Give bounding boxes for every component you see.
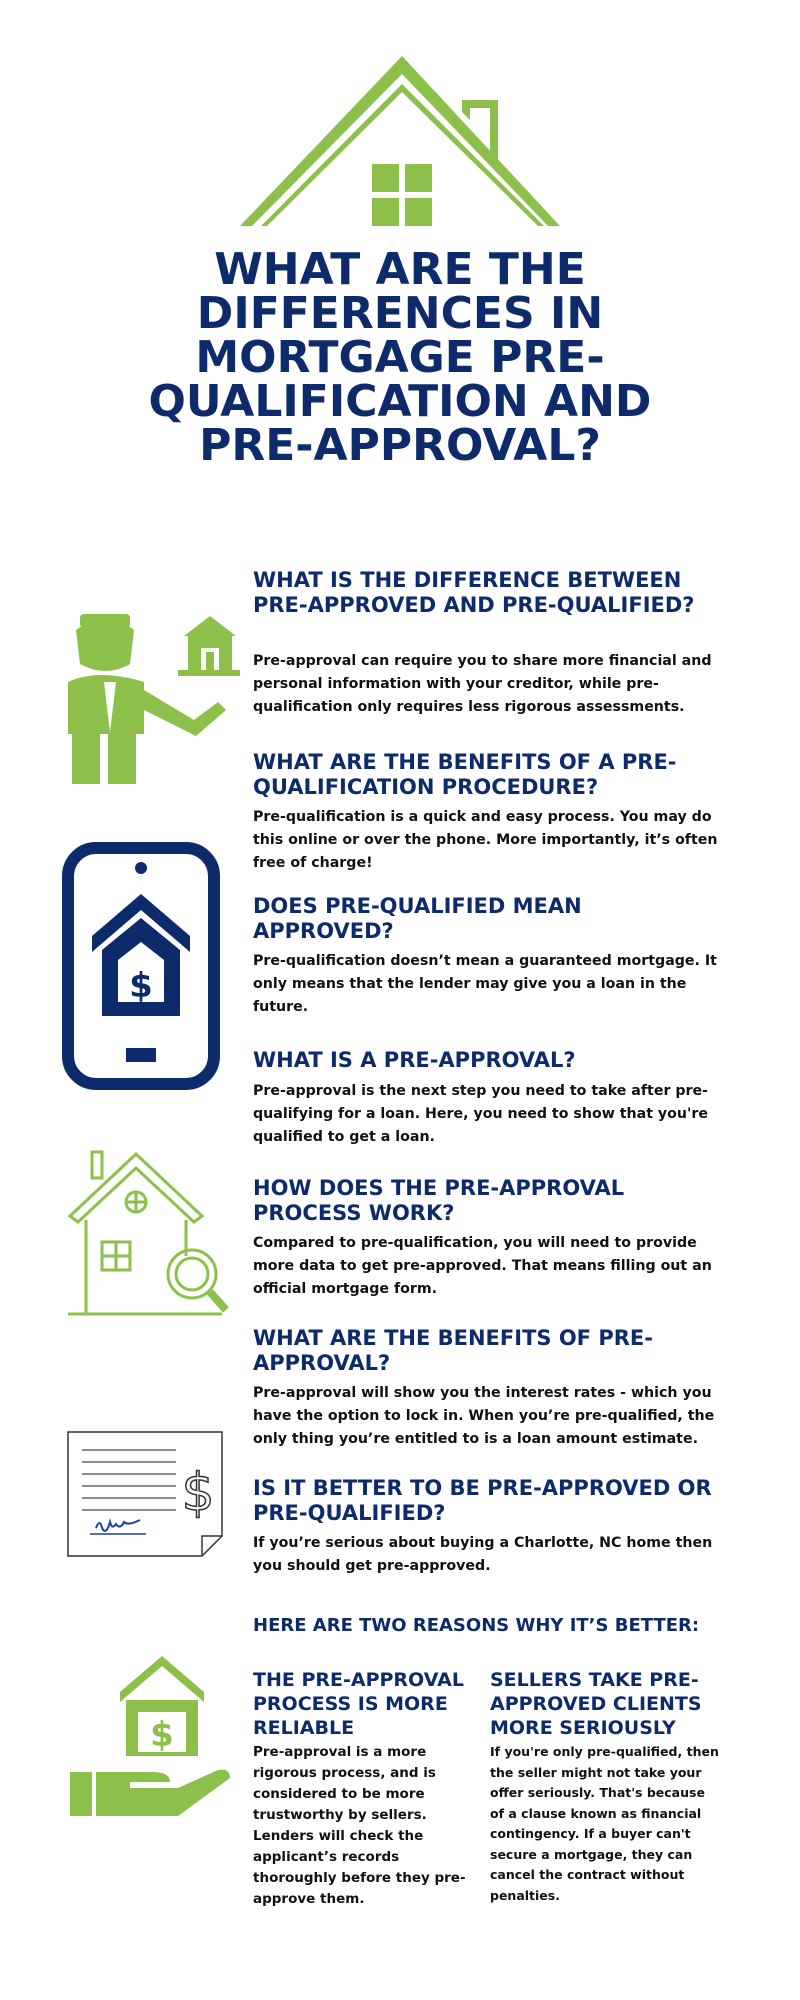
hand-house-dollar-icon [66, 1656, 236, 1826]
section-1-heading: WHAT IS THE DIFFERENCE BETWEEN PRE-APPROVED AND PRE-QUALIFIED? [253, 568, 695, 617]
section-1-text: Pre-approval can require you to share more financial and personal information with your creditor, while pre-qualification only requires less rigorous assessments. [253, 653, 712, 715]
section-2-heading: WHAT ARE THE BENEFITS OF A PRE-QUALIFICATION PROCEDURE? [253, 750, 677, 799]
section-6-text: Pre-approval will show you the interest rates - which you have the option to lock in. When you’re pre-qualified, the only thing you’re entitled to is a loan amount estimate. [253, 1385, 715, 1447]
svg-text:$: $ [150, 1715, 174, 1755]
house-magnifier-icon [66, 1146, 246, 1326]
reason-1-text: Pre-approval is a more rigorous process, and is considered to be more trustworthy by sellers. Lenders will check the applicant’s records thoroughly before they pre-approve them. [253, 1744, 466, 1907]
section-5-heading: HOW DOES THE PRE-APPROVAL PROCESS WORK? [253, 1176, 625, 1225]
section-6-heading: WHAT ARE THE BENEFITS OF PRE-APPROVAL? [253, 1326, 653, 1375]
section-7-text: If you’re serious about buying a Charlotte, NC home then you should get pre-approved. [253, 1535, 713, 1574]
svg-text:$: $ [181, 1463, 215, 1523]
reasons-heading: HERE ARE TWO REASONS WHY IT’S BETTER: [253, 1615, 700, 1636]
section-2-text: Pre-qualification is a quick and easy process. You may do this online or over the phone. More importantly, it’s often free of charge! [253, 809, 718, 871]
section-3-heading: DOES PRE-QUALIFIED MEAN APPROVED? [253, 894, 582, 943]
section-3-text: Pre-qualification doesn’t mean a guaranteed mortgage. It only means that the lender may give you a loan in the future. [253, 953, 717, 1015]
house-roof-icon [0, 0, 800, 240]
reason-2-text: If you're only pre-qualified, then the seller might not take your offer seriously. That's because of a clause known as financial contingency. If a buyer can't secure a mortgage, they can cancel the contract without penalties. [490, 1744, 719, 1903]
reason-2-title: SELLERS TAKE PRE-APPROVED CLIENTS MORE SERIOUSLY [490, 1669, 702, 1739]
page-title: WHAT ARE THE DIFFERENCES IN MORTGAGE PRE-QUALIFICATION AND PRE-APPROVAL? [148, 244, 652, 471]
section-4-text: Pre-approval is the next step you need to take after pre-qualifying for a loan. Here, you need to show that you're qualified to get a loan. [253, 1083, 709, 1145]
contract-document-icon [66, 1430, 236, 1560]
businessman-holding-house-icon [60, 610, 220, 785]
section-4-heading: WHAT IS A PRE-APPROVAL? [253, 1048, 576, 1072]
section-5-text: Compared to pre-qualification, you will need to provide more data to get pre-approved. That means filling out an official mortgage form. [253, 1235, 712, 1297]
svg-text:$: $ [129, 966, 153, 1006]
reason-1-title: THE PRE-APPROVAL PROCESS IS MORE RELIABLE [253, 1669, 464, 1739]
smartphone-house-dollar-icon [62, 842, 222, 1092]
section-7-heading: IS IT BETTER TO BE PRE-APPROVED OR PRE-QUALIFIED? [253, 1476, 712, 1525]
